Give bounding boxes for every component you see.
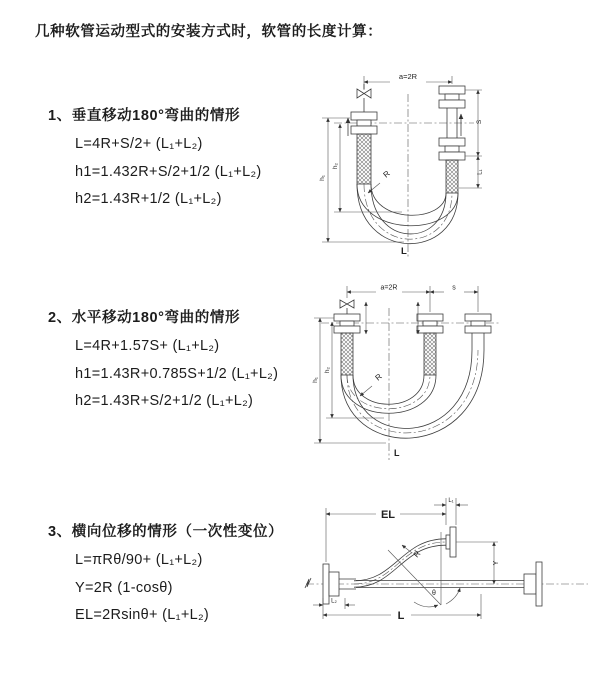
diagram-lateral-displacement — [296, 492, 598, 660]
dimension-l — [323, 594, 481, 622]
section-2 — [48, 306, 278, 416]
dimension-shift-s — [430, 285, 478, 293]
dimension-y — [456, 542, 500, 584]
formula-line: h2=1.43R+1/2 (L₁+L₂) — [75, 191, 222, 207]
dim-label-length: L — [394, 448, 400, 458]
diagram-horizontal-180-bend — [306, 278, 598, 470]
section-1 — [48, 104, 262, 214]
formula-line: h2=1.43R+S/2+1/2 (L₁+L₂) — [75, 393, 254, 409]
dim-label-l2: L₂ — [331, 598, 337, 605]
formula-line: EL=2Rsinθ+ (L₁+L₂) — [75, 607, 210, 623]
formula-line: h1=1.43R+0.785S+1/2 (L₁+L₂) — [75, 365, 279, 382]
right-pipe-fitting — [465, 314, 491, 350]
dimension-l2 — [313, 598, 355, 609]
section-heading: 2、水平移动180°弯曲的情形 — [48, 310, 241, 326]
dim-label-s: S — [476, 119, 483, 125]
dim-label-l1: L₁ — [448, 498, 454, 504]
dim-label-width: a=2R — [398, 72, 418, 81]
dim-label-width: a=2R — [380, 284, 398, 292]
dimension-h2 — [324, 322, 384, 418]
page-title: 几种软管运动型式的安装方式时，软管的长度计算： — [35, 24, 383, 40]
dim-label-radius: R — [411, 549, 423, 560]
dim-label-length: L — [397, 610, 405, 622]
section-heading: 3、横向位移的情形（一次性变位） — [48, 524, 284, 540]
formula-line: L=4R+S/2+ (L₁+L₂) — [75, 136, 203, 152]
dim-label-radius: R — [373, 371, 384, 383]
dimension-el — [326, 498, 446, 562]
right-pipe-fitting — [439, 86, 465, 193]
section-3 — [48, 520, 283, 630]
hose-u-bend — [357, 184, 458, 244]
dim-label-y: Y — [493, 560, 500, 566]
radius-callout — [360, 372, 384, 396]
diagram-vertical-180-bend — [306, 66, 588, 264]
dim-label-el: EL — [380, 509, 396, 521]
formula-list — [48, 131, 262, 214]
dim-label-radius: R — [381, 168, 392, 180]
middle-pipe-fitting — [417, 314, 443, 375]
dim-label-h1: h₁ — [312, 377, 319, 383]
section-heading: 1、垂直移动180°弯曲的情形 — [48, 108, 241, 124]
formula-line: L=πRθ/90+ (L₁+L₂) — [75, 552, 203, 568]
dim-label-h1: h₁ — [319, 175, 326, 181]
right-flange-original — [524, 562, 542, 606]
dim-label-h2: h₂ — [332, 162, 339, 170]
curved-hose-displaced — [354, 539, 446, 587]
dim-label-shift: s — [452, 284, 456, 292]
dim-label-length: L — [401, 246, 407, 257]
fitting-length-dims — [366, 302, 418, 334]
formula-line: h1=1.432R+S/2+1/2 (L₁+L₂) — [75, 163, 262, 180]
dim-label-theta: θ — [432, 590, 436, 597]
formula-list — [48, 333, 278, 416]
break-mark — [305, 578, 311, 588]
valve-icon — [357, 84, 371, 112]
formula-line: L=4R+1.57S+ (L₁+L₂) — [75, 338, 220, 354]
formula-list — [48, 547, 283, 630]
radius-callout — [402, 545, 423, 559]
displaced-flange — [446, 527, 456, 557]
dimension-l1 — [434, 498, 468, 525]
valve-icon — [340, 300, 354, 314]
formula-line: Y=2R (1-cosθ) — [75, 579, 173, 596]
dim-label-h2: h₂ — [324, 366, 331, 374]
dimension-width-a2r — [347, 285, 478, 313]
dim-label-l1: L₁ — [477, 169, 484, 175]
